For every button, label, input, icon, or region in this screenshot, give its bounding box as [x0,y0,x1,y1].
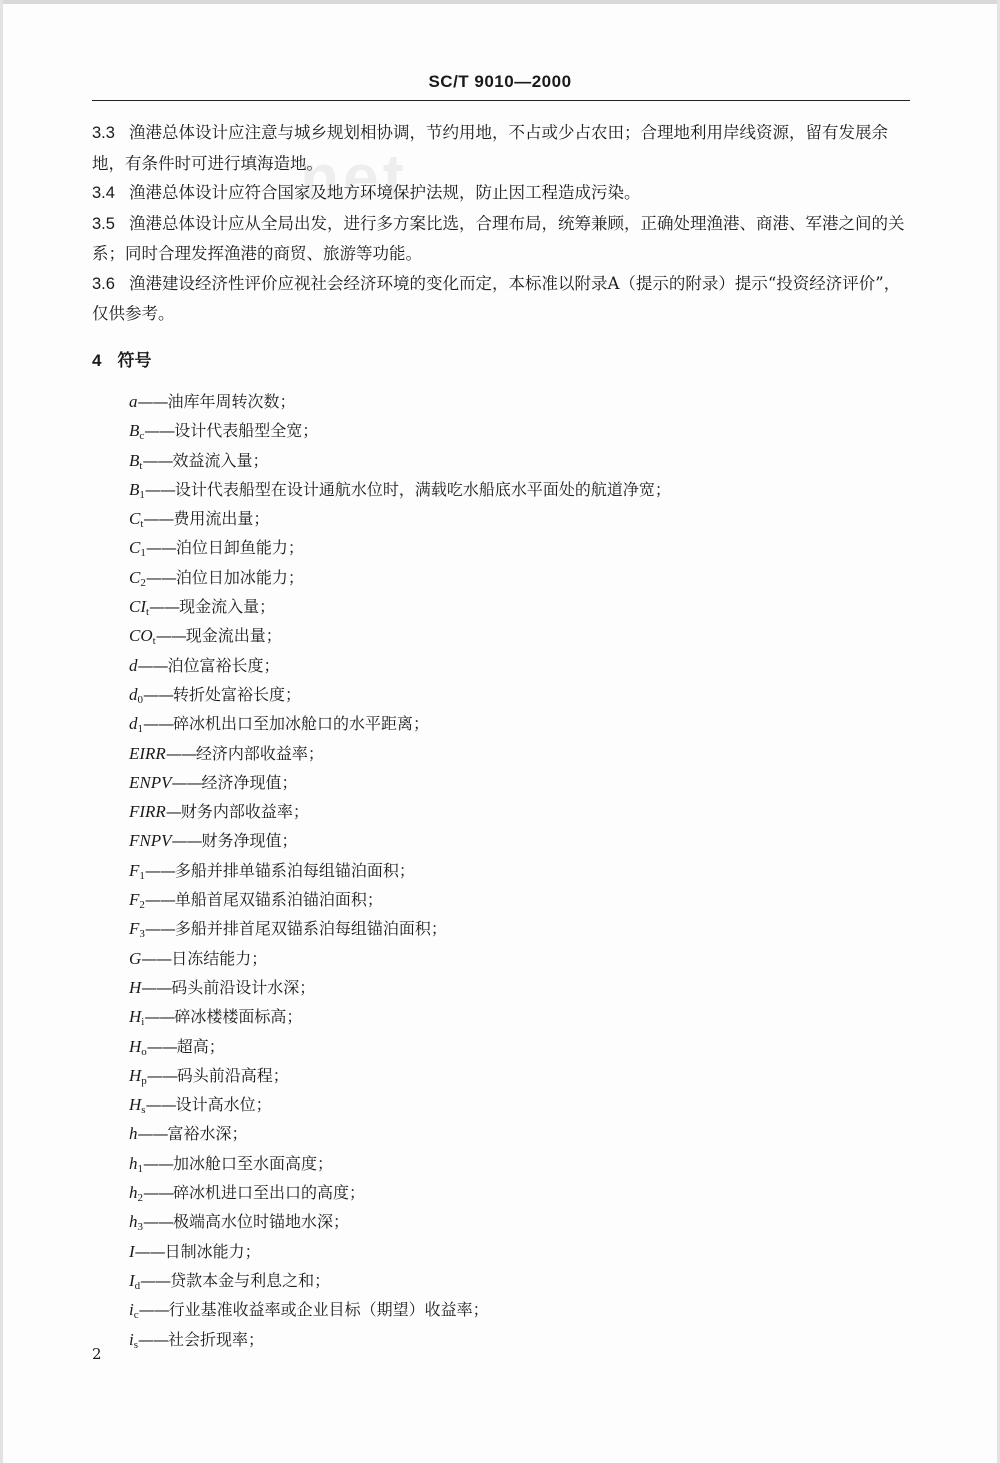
symbol-dash: —— [141,977,172,997]
symbol [129,538,146,560]
symbol [129,1183,143,1205]
symbol-item [129,475,912,504]
symbol-description: 日制冰能力； [164,1241,261,1261]
symbol-dash: —— [171,772,202,792]
clause-3-5 [92,209,912,269]
symbol-dash: —— [144,860,175,880]
symbol-base: H [129,1095,142,1115]
symbol-item [129,651,912,680]
symbol-base: d [129,714,138,734]
symbol [129,978,141,997]
symbol [129,744,166,763]
symbol-dash: —— [143,714,173,734]
symbol-description: 碎冰楼楼面标高； [174,1007,303,1027]
section-heading [92,346,912,376]
symbol-dash: —— [144,919,175,939]
symbol-base: h [129,1183,138,1203]
symbol-item [129,797,912,826]
symbol-item [129,621,912,650]
clause-number: 3.5 [92,214,115,233]
symbol [129,773,172,792]
symbol-item [129,1002,912,1031]
symbol-description: 设计代表船型全宽； [174,421,319,441]
symbol-dash: —— [145,1095,176,1115]
symbol-item [129,563,912,592]
symbol-dash: —— [146,1065,177,1085]
symbol-description: 超高； [176,1036,225,1056]
symbol-subscript: t [146,606,150,619]
symbol-subscript: c [133,1309,139,1322]
symbol-description: 经济内部收益率； [195,743,324,763]
symbol [129,919,145,941]
symbol-description: 效益流入量； [172,450,269,470]
symbol [129,890,145,912]
symbol-description: 贷款本金与利息之和； [170,1270,331,1290]
symbol-dash: —— [141,948,172,968]
symbol [129,568,146,587]
symbol-base: i [129,1300,134,1320]
symbol-description: 加冰舱口至水面高度； [173,1153,334,1173]
symbol [129,1212,143,1234]
symbol-base: F [129,919,140,939]
symbol-base: I [129,1241,135,1261]
symbol-description: 设计代表船型在设计通航水位时，满载吃水船底水平面处的航道净宽； [174,479,671,499]
symbol-base: C [129,509,141,529]
symbol-base: d [129,655,138,675]
symbol-item [129,1178,912,1207]
symbol-dash: —— [171,831,202,851]
symbol-subscript: 2 [139,899,145,912]
symbol [129,1124,138,1143]
symbol-description: 泊位富裕长度； [167,655,280,675]
symbol-subscript: 2 [137,1192,143,1205]
clause-text: 渔港建设经济性评价应视社会经济环境的变化而定，本标准以附录A（提示的附录）提示“投资经济评价”，仅供参考。 [92,273,901,323]
symbol-dash: —— [145,567,176,587]
symbol-dash: —— [143,684,173,704]
symbol-dash: —— [143,509,174,529]
symbol-base: h [129,1153,138,1173]
clause-number: 3.6 [92,274,115,293]
symbol-item [129,709,912,738]
symbol [129,626,156,648]
symbol-base: C [129,538,141,558]
symbol-item [129,1266,912,1295]
symbol-dash: —— [137,1124,168,1144]
section-number: 4 [92,350,102,370]
symbol [129,1271,140,1290]
symbol-item [129,1119,912,1148]
symbol-dash: —— [146,1036,177,1056]
symbol-description: 富裕水深； [167,1124,248,1144]
symbol-base: B [129,479,140,499]
symbol-subscript: s [141,1104,146,1117]
symbol-dash: —— [134,1241,165,1261]
running-header: SC/T 9010—2000 [428,72,572,91]
symbol-dash: —— [144,421,175,441]
symbol-subscript: s [133,1338,139,1351]
symbol [129,831,172,850]
symbol-subscript: 3 [137,1221,143,1234]
symbol-item [129,856,912,885]
symbol-description: 码头前沿高程； [176,1065,289,1085]
clause-text: 渔港总体设计应从全局出发，进行多方案比选，合理布局，统筹兼顾，正确处理渔港、商港、军港之间的关系；同时合理发挥渔港的商贸、旅游等功能。 [92,213,905,263]
symbol-description: 日冻结能力； [171,948,268,968]
symbol-item [129,826,912,855]
symbol-description: 财务净现值； [201,831,298,851]
symbol-subscript: t [140,518,144,531]
symbol-subscript: 0 [137,693,143,706]
symbol-base: FNPV [129,831,172,851]
symbol-base: i [129,1329,134,1349]
symbol-dash: —— [143,1153,173,1173]
symbol-item [129,1061,912,1090]
symbol-dash: —— [142,450,173,470]
clause-text: 渔港总体设计应符合国家及地方环境保护法规，防止因工程造成污染。 [128,183,641,202]
symbol-dash: —— [143,1183,173,1203]
symbol-description: 现金流出量； [185,626,282,646]
symbol-subscript: t [152,635,156,648]
symbol-base: a [129,392,138,411]
symbol-description: 碎冰机出口至加冰舱口的水平距离； [173,714,430,734]
symbol-item [129,1325,912,1354]
symbol-dash: —— [138,1329,169,1349]
symbol-description: 财务内部收益率； [180,802,309,822]
symbol-base: I [129,1270,135,1290]
symbol-subscript: o [141,1045,147,1058]
symbol-subscript: 2 [140,576,146,589]
symbol-description: 单船首尾双锚系泊锚泊面积； [174,890,383,910]
symbol-description: 泊位日卸鱼能力； [175,538,304,558]
symbol-dash: —— [144,890,175,910]
symbol-description: 极端高水位时锚地水深； [173,1212,350,1232]
section-title-text: 符号 [117,350,152,370]
symbol-description: 泊位日加冰能力； [175,567,304,587]
symbol-subscript: 1 [137,1162,143,1175]
symbol-item [129,1237,912,1266]
symbol [129,656,138,675]
symbol [129,451,142,470]
symbol-dash: —— [145,538,176,558]
symbol [129,597,150,619]
symbol-base: H [129,1036,142,1056]
symbol-dash: —— [149,597,180,617]
symbol [129,1066,147,1085]
symbol-base: h [129,1124,138,1144]
symbol-base: C [129,567,141,587]
symbol-description: 费用流出量； [173,509,270,529]
symbol-item [129,446,912,475]
symbol-base: CI [129,597,146,617]
clause-number: 3.3 [92,124,115,142]
page-frame-left [0,0,3,1463]
symbol-base: d [129,684,138,704]
symbol [129,1095,146,1117]
symbol-description: 转折处富裕长度； [173,684,302,704]
symbol [129,421,145,443]
symbol-subscript: d [134,1279,141,1292]
symbol-base: B [129,421,140,441]
symbol [129,480,145,499]
symbol-item [129,1090,912,1119]
symbol-base: H [129,1007,142,1027]
symbol [129,685,143,704]
symbol-item [129,944,912,973]
symbol-description: 社会折现率； [168,1329,265,1349]
symbol [129,1154,143,1173]
symbol-item [129,885,912,914]
symbol-base: EIRR [129,743,166,763]
symbol-dash: —— [138,1300,169,1320]
symbol-item [129,533,912,562]
symbol [129,1037,147,1056]
symbol-description: 经济净现值； [201,772,298,792]
symbol-description: 现金流入量； [179,597,276,617]
symbol-subscript: 3 [139,928,145,941]
symbol-dash: —— [137,655,168,675]
symbol [129,949,141,968]
clause-text: 渔港总体设计应注意与城乡规划相协调，节约用地，不占或少占农田；合理地利用岸线资源，留有发展余地，有条件时可进行填海造地。 [92,123,888,173]
symbol [129,509,144,531]
symbol-description: 碎冰机进口至出口的高度； [173,1183,366,1203]
clause-number: 3.4 [92,184,115,202]
symbol-description: 设计高水位； [175,1095,272,1115]
symbol-base: CO [129,626,153,646]
symbol-subscript: 1 [139,488,145,501]
symbol-base: B [129,450,140,470]
symbol [129,1330,138,1349]
symbol-description: 油库年周转次数； [167,392,296,411]
symbol [129,1300,139,1322]
symbol-item [129,973,912,1002]
symbol-item [129,680,912,709]
symbol-base: H [129,1065,142,1085]
clause-3-6 [92,269,912,329]
symbol-dash: —— [144,479,175,499]
symbol-dash: —— [143,1212,173,1232]
symbol-item [129,739,912,768]
symbol-item [129,592,912,621]
symbol [129,861,145,880]
symbol-subscript: i [141,1016,145,1029]
symbol-subscript: c [139,430,145,443]
symbol-item [129,1207,912,1236]
symbol-dash: —— [165,743,196,763]
symbol-base: H [129,977,142,997]
symbol-dash: —— [155,626,186,646]
symbol-description: 多船并排首尾双锚系泊每组锚泊面积； [174,919,447,939]
symbol-item [129,504,912,533]
symbol-item [129,1032,912,1061]
symbol-item [129,387,912,416]
clause-3-4 [92,178,912,209]
symbol-base: FIRR [129,802,166,822]
symbol-item [129,416,912,445]
symbol-item [129,768,912,797]
symbol-description: 行业基准收益率或企业目标（期望）收益率； [168,1300,489,1320]
symbol-item [129,1295,912,1324]
symbol-base: ENPV [129,772,172,792]
symbol-item [129,914,912,943]
symbol [129,1007,145,1029]
symbol-base: F [129,890,140,910]
clause-3-3 [92,118,912,178]
symbol-base: F [129,860,140,880]
watermark: net [300,141,408,213]
symbol-subscript: t [139,459,143,472]
symbol-description: 码头前沿设计水深； [171,977,316,997]
symbol-dash: —— [137,392,168,411]
symbol-subscript: 1 [137,723,143,736]
symbol-subscript: p [141,1074,147,1087]
header-rule [92,100,910,101]
symbol-subscript: 1 [139,869,145,882]
symbol-base: h [129,1212,138,1232]
symbol-dash: —— [140,1270,171,1290]
symbol-item [129,1149,912,1178]
page-number: 2 [92,1345,102,1363]
symbol-dash: — [165,802,181,822]
symbol-subscript: 1 [140,547,146,560]
symbol [129,714,143,736]
symbol [129,392,138,411]
symbol-description: 多船并排单锚系泊每组锚泊面积； [174,860,415,880]
page-frame-top [0,0,1000,4]
document-body [92,118,912,1354]
symbol [129,802,166,821]
symbol-list [129,387,912,1354]
symbol-base: G [129,948,142,968]
symbol-dash: —— [144,1007,175,1027]
